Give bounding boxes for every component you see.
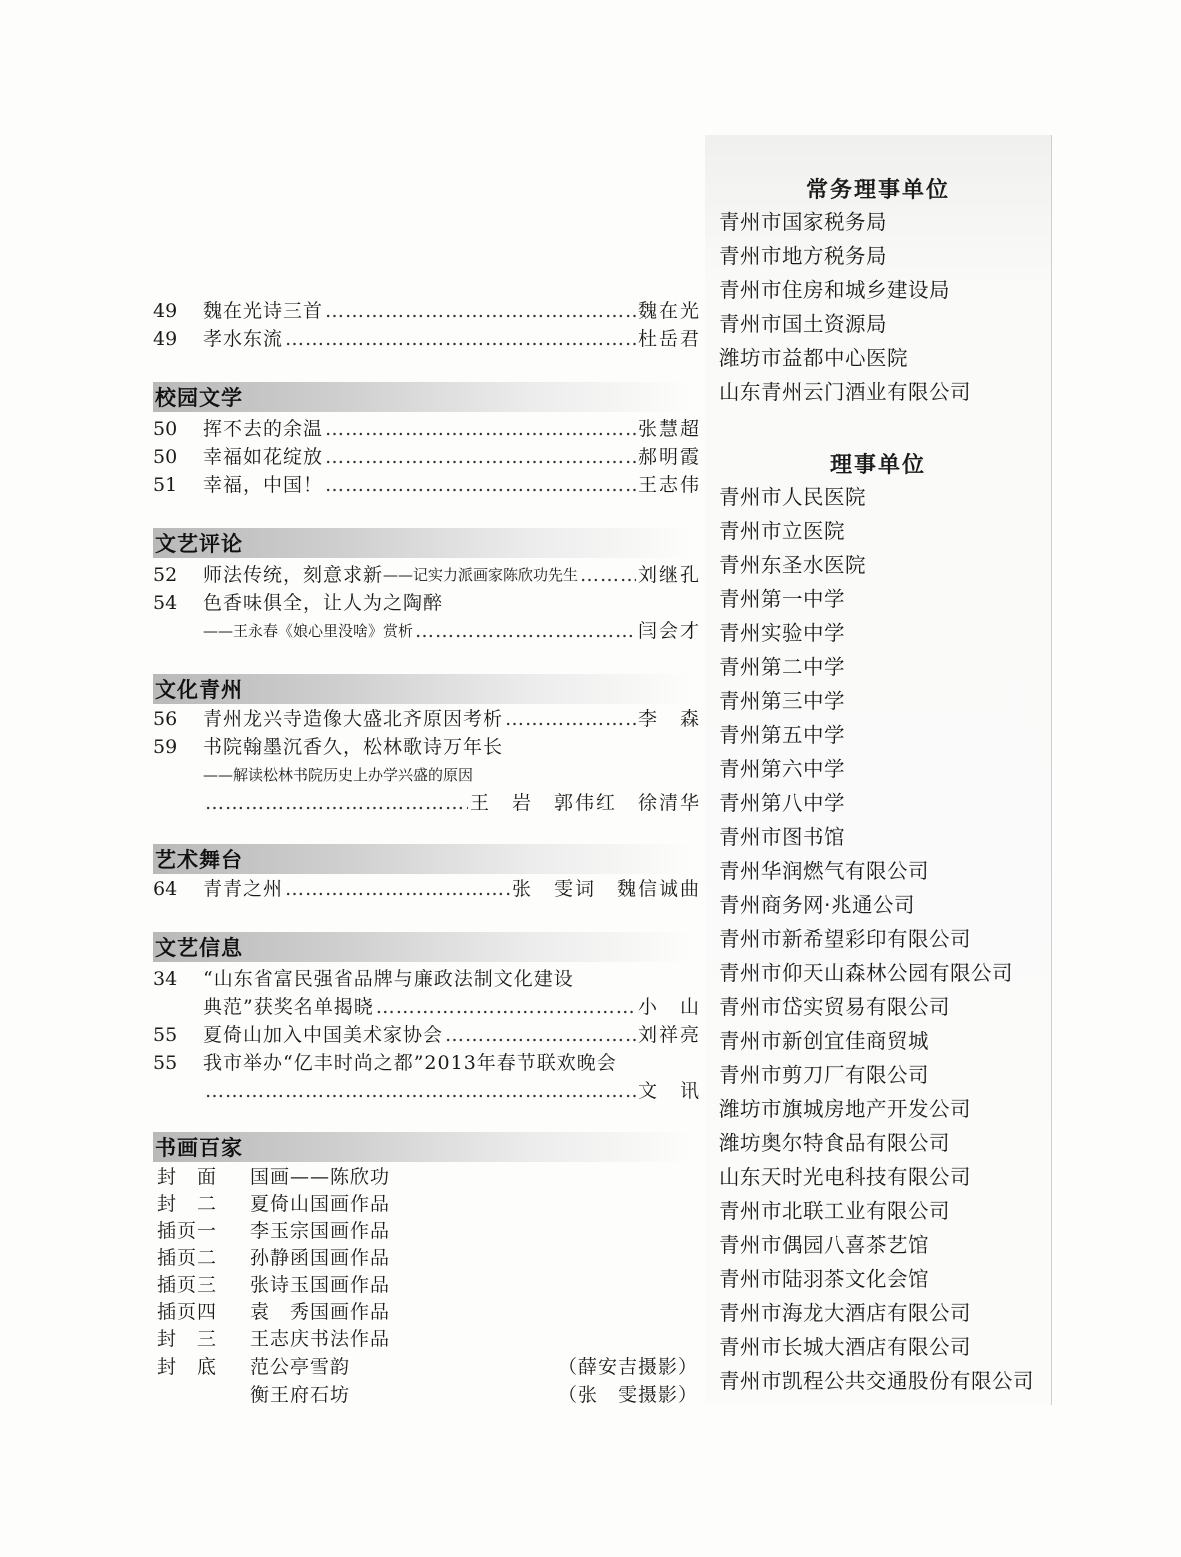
standing-member: 潍坊市益都中心医院 [719, 346, 908, 370]
leader-dots [325, 470, 636, 500]
leader-dots [580, 560, 636, 590]
toc-entry[interactable] [153, 560, 701, 590]
council-member: 山东天时光电科技有限公司 [719, 1165, 971, 1189]
art-work[interactable]: 孙静函国画作品 [250, 1247, 391, 1269]
toc-entry-continuation [153, 788, 701, 818]
council-member: 青州东圣水医院 [719, 553, 866, 577]
art-credit: （薛安吉摄影） [558, 1356, 699, 1378]
toc-entry-continuation [153, 992, 701, 1022]
council-member: 青州市长城大酒店有限公司 [719, 1335, 971, 1359]
toc-entry[interactable] [153, 704, 701, 734]
art-label: 插页四 [157, 1301, 218, 1323]
page-number: 49 [153, 328, 178, 350]
leader-dots [376, 992, 636, 1022]
toc-entry[interactable] [153, 442, 701, 472]
entry-title: 书院翰墨沉香久，松林歌诗万年长 [203, 736, 504, 758]
entry-title: 典范”获奖名单揭晓 [203, 996, 374, 1018]
entry-author: 文 讯 [637, 1080, 701, 1102]
section-heading-label: 书画百家 [155, 1136, 243, 1160]
entry-author: 王 岩 郭伟红 徐清华 [469, 792, 701, 814]
art-credit: （张 雯摄影） [558, 1384, 699, 1406]
page-number: 52 [153, 564, 178, 586]
entry-author: 闫会才 [637, 620, 701, 642]
council-member: 青州市陆羽茶文化会馆 [719, 1267, 929, 1291]
section-heading-campus [153, 382, 693, 412]
page-number: 56 [153, 708, 178, 730]
standing-member: 青州市国土资源局 [719, 312, 887, 336]
council-member: 青州市岱实贸易有限公司 [719, 995, 950, 1019]
toc-entry-continuation [153, 616, 701, 646]
entry-title: 我市举办“亿丰时尚之都”2013年春节联欢晚会 [203, 1052, 617, 1074]
entry-author: 刘继孔 [637, 564, 701, 586]
entry-title: 魏在光诗三首 [203, 300, 324, 322]
toc-entry[interactable] [153, 1020, 701, 1050]
toc-entry[interactable] [153, 1048, 701, 1078]
section-heading-culture [153, 674, 693, 704]
entry-subtitle: ——王永春《娘心里没啥》赏析 [203, 622, 414, 640]
art-work[interactable]: 张诗玉国画作品 [250, 1274, 391, 1296]
council-member: 青州市立医院 [719, 519, 845, 543]
standing-member: 青州市住房和城乡建设局 [719, 278, 950, 302]
art-label: 封 三 [157, 1328, 218, 1350]
toc-entry[interactable] [153, 414, 701, 444]
art-label: 封 底 [157, 1356, 218, 1378]
council-member: 青州市海龙大酒店有限公司 [719, 1301, 971, 1325]
entry-title: 幸福如花绽放 [203, 446, 324, 468]
council-member: 青州第一中学 [719, 587, 845, 611]
entry-author: 小 山 [637, 996, 701, 1018]
section-heading-label: 校园文学 [155, 386, 243, 410]
page-number: 64 [153, 878, 178, 900]
council-member: 青州市新希望彩印有限公司 [719, 927, 971, 951]
entry-author: 张 雯词 魏信诚曲 [511, 878, 701, 900]
leader-dots [285, 324, 636, 354]
entry-author: 刘祥亮 [637, 1024, 701, 1046]
section-heading-label: 文艺信息 [155, 936, 243, 960]
toc-entry-continuation [153, 760, 701, 790]
entry-title: 青州龙兴寺造像大盛北齐原因考析 [203, 708, 504, 730]
page-number: 59 [153, 736, 178, 758]
council-member: 青州市人民医院 [719, 485, 866, 509]
toc-entry[interactable] [153, 588, 701, 618]
standing-member: 山东青州云门酒业有限公司 [719, 380, 971, 404]
entry-title: “山东省富民强省品牌与廉政法制文化建设 [203, 968, 574, 990]
art-label: 插页二 [157, 1247, 218, 1269]
page-number: 55 [153, 1024, 178, 1046]
council-member: 青州市新创宜佳商贸城 [719, 1029, 929, 1053]
leader-dots [445, 1020, 636, 1050]
sponsor-sidebar [705, 135, 1052, 1405]
entry-author: 王志伟 [637, 474, 701, 496]
section-heading-info [153, 932, 693, 962]
council-member: 青州第八中学 [719, 791, 845, 815]
entry-author: 杜岳君 [637, 328, 701, 350]
leader-dots [205, 1076, 636, 1106]
council-member: 青州市凯程公共交通股份有限公司 [719, 1369, 1034, 1393]
art-work[interactable]: 国画——陈欣功 [250, 1166, 391, 1188]
art-label: 插页三 [157, 1274, 218, 1296]
entry-title: 夏倚山加入中国美术家协会 [203, 1024, 444, 1046]
council-member: 青州第二中学 [719, 655, 845, 679]
page-number: 50 [153, 418, 178, 440]
standing-member: 青州市国家税务局 [719, 210, 887, 234]
council-member: 青州市仰天山森林公园有限公司 [719, 961, 1013, 985]
toc-entry[interactable] [153, 296, 701, 326]
art-label: 插页一 [157, 1220, 218, 1242]
entry-subtitle: ——记实力派画家陈欣功先生 [383, 566, 579, 584]
entry-title: 孝水东流 [203, 328, 284, 350]
indent [153, 992, 203, 1022]
council-member: 青州第六中学 [719, 757, 845, 781]
council-member: 潍坊奥尔特食品有限公司 [719, 1131, 950, 1155]
art-label: 封 二 [157, 1193, 218, 1215]
indent [153, 760, 203, 790]
leader-dots [505, 704, 636, 734]
art-work[interactable]: 王志庆书法作品 [250, 1328, 391, 1350]
toc-entry-continuation [153, 1076, 701, 1106]
toc-entry[interactable] [153, 732, 701, 762]
section-heading-art [153, 1132, 693, 1162]
entry-author: 郝明霞 [637, 446, 701, 468]
toc-entry[interactable] [153, 470, 701, 500]
leader-dots [285, 874, 510, 904]
leader-dots [205, 788, 468, 818]
toc-entry[interactable] [153, 874, 701, 904]
art-label: 封 面 [157, 1166, 218, 1188]
leader-dots [415, 616, 636, 646]
leader-dots [325, 414, 636, 444]
standing-council-heading: 常务理事单位 [805, 178, 950, 203]
indent [153, 788, 203, 818]
section-heading-label: 文化青州 [155, 678, 243, 702]
page-number: 50 [153, 446, 178, 468]
page-number: 34 [153, 968, 178, 990]
section-heading-label: 文艺评论 [155, 532, 243, 556]
toc-entry[interactable] [153, 964, 701, 994]
council-member: 青州市北联工业有限公司 [719, 1199, 950, 1223]
section-heading-stage [153, 844, 693, 874]
art-work[interactable]: 袁 秀国画作品 [250, 1301, 391, 1323]
page-number: 51 [153, 474, 178, 496]
indent [153, 616, 203, 646]
page-number: 55 [153, 1052, 178, 1074]
leader-dots [325, 442, 636, 472]
entry-title: 色香味俱全，让人为之陶醉 [203, 592, 444, 614]
art-work[interactable]: 衡王府石坊 [250, 1384, 351, 1406]
art-work[interactable]: 夏倚山国画作品 [250, 1193, 391, 1215]
council-member: 青州市剪刀厂有限公司 [719, 1063, 929, 1087]
entry-title: 青青之州 [203, 878, 284, 900]
section-heading-review [153, 528, 693, 558]
entry-author: 张慧超 [637, 418, 701, 440]
entry-title: 师法传统，刻意求新 [203, 564, 384, 586]
council-member: 青州市图书馆 [719, 825, 845, 849]
council-member: 青州华润燃气有限公司 [719, 859, 929, 883]
council-member: 青州第三中学 [719, 689, 845, 713]
entry-subtitle: ——解读松林书院历史上办学兴盛的原因 [203, 766, 474, 784]
council-member: 青州商务网·兆通公司 [719, 893, 916, 917]
entry-title: 幸福，中国！ [203, 474, 324, 496]
page-number: 54 [153, 592, 178, 614]
toc-entry[interactable] [153, 324, 701, 354]
entry-author: 李 森 [637, 708, 701, 730]
standing-member: 青州市地方税务局 [719, 244, 887, 268]
art-work[interactable]: 李玉宗国画作品 [250, 1220, 391, 1242]
council-member: 青州第五中学 [719, 723, 845, 747]
council-member: 青州实验中学 [719, 621, 845, 645]
council-member: 潍坊市旗城房地产开发公司 [719, 1097, 971, 1121]
council-heading: 理事单位 [829, 453, 926, 478]
council-member: 青州市偶园八喜茶艺馆 [719, 1233, 929, 1257]
art-work[interactable]: 范公亭雪韵 [250, 1356, 351, 1378]
indent [153, 1076, 203, 1106]
page-number: 49 [153, 300, 178, 322]
section-heading-label: 艺术舞台 [155, 848, 243, 872]
entry-author: 魏在光 [637, 300, 701, 322]
leader-dots [325, 296, 636, 326]
entry-title: 挥不去的余温 [203, 418, 324, 440]
